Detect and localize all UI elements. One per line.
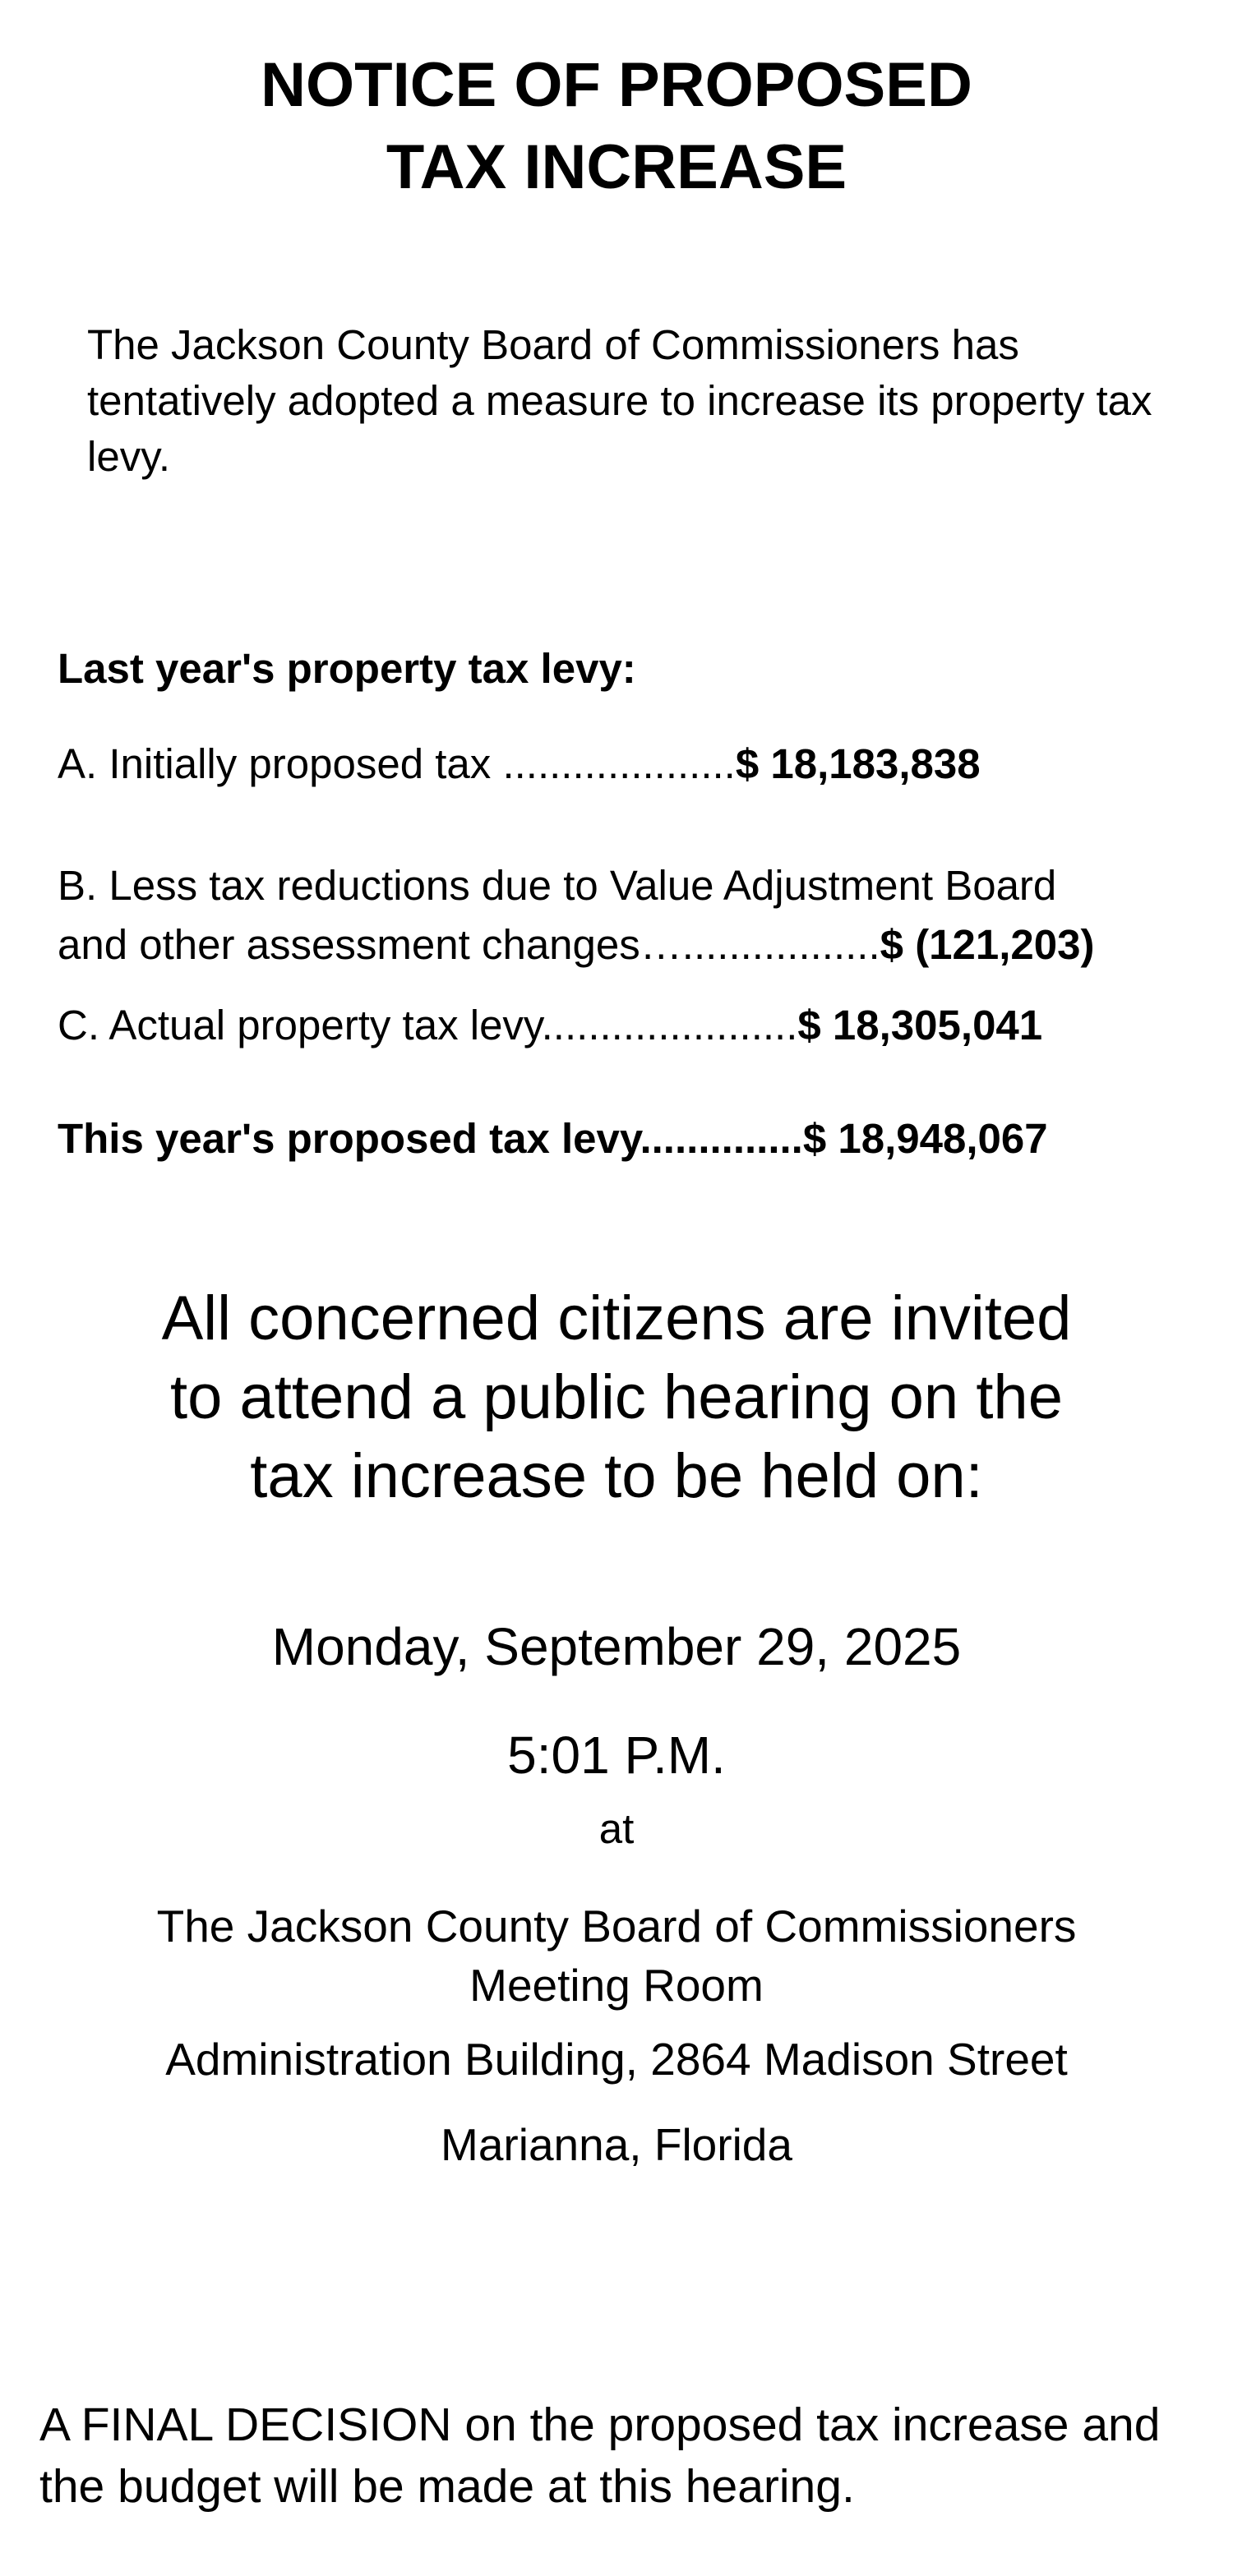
notice-title	[0, 44, 1233, 209]
hearing-building: Administration Building, 2864 Madison Street	[165, 2034, 1068, 2085]
levy-line-c-amount: $ 18,305,041	[797, 1002, 1043, 1048]
levy-line-b	[58, 915, 1095, 975]
hearing-invitation	[0, 1279, 1233, 1516]
hearing-venue	[0, 1896, 1233, 2015]
title-line-2: TAX INCREASE	[386, 132, 847, 202]
levy-line-c	[58, 996, 1042, 1055]
intro-paragraph: The Jackson County Board of Commissioners has tentatively adopted a measure to increase its property tax levy.	[87, 321, 1152, 480]
levy-line-a-label: A. Initially proposed tax ....................	[58, 740, 736, 787]
levy-line-c-label: C. Actual property tax levy......................	[58, 1002, 798, 1048]
this-year-levy-label: This year's proposed tax levy..............	[58, 1115, 803, 1162]
final-decision-note: A FINAL DECISION on the proposed tax increase and the budget will be made at this hearing.	[39, 2399, 1161, 2513]
levy-line-a	[58, 735, 981, 794]
levy-line-a-amount: $ 18,183,838	[735, 740, 981, 787]
levy-line-b-label-2: and other assessment changes….................	[58, 921, 880, 968]
venue-line-2: Meeting Room	[469, 1960, 764, 2011]
hearing-city: Marianna, Florida	[441, 2119, 792, 2170]
this-year-levy-amount: $ 18,948,067	[802, 1115, 1048, 1162]
levy-line-b-amount: $ (121,203)	[880, 921, 1095, 968]
title-line-1: NOTICE OF PROPOSED	[261, 50, 972, 120]
venue-line-1: The Jackson County Board of Commissioners	[156, 1901, 1077, 1952]
last-year-heading: Last year's property tax levy:	[58, 645, 636, 692]
levy-line-b-label-1: B. Less tax reductions due to Value Adjustment Board	[58, 862, 1057, 909]
hearing-time: 5:01 P.M.	[507, 1726, 726, 1785]
hearing-date: Monday, September 29, 2025	[271, 1617, 962, 1676]
hearing-at: at	[598, 1805, 635, 1852]
hearing-invitation-text: All concerned citizens are invited to attend a public hearing on the tax increase to be held on:	[161, 1283, 1072, 1511]
this-year-levy	[58, 1109, 1048, 1168]
